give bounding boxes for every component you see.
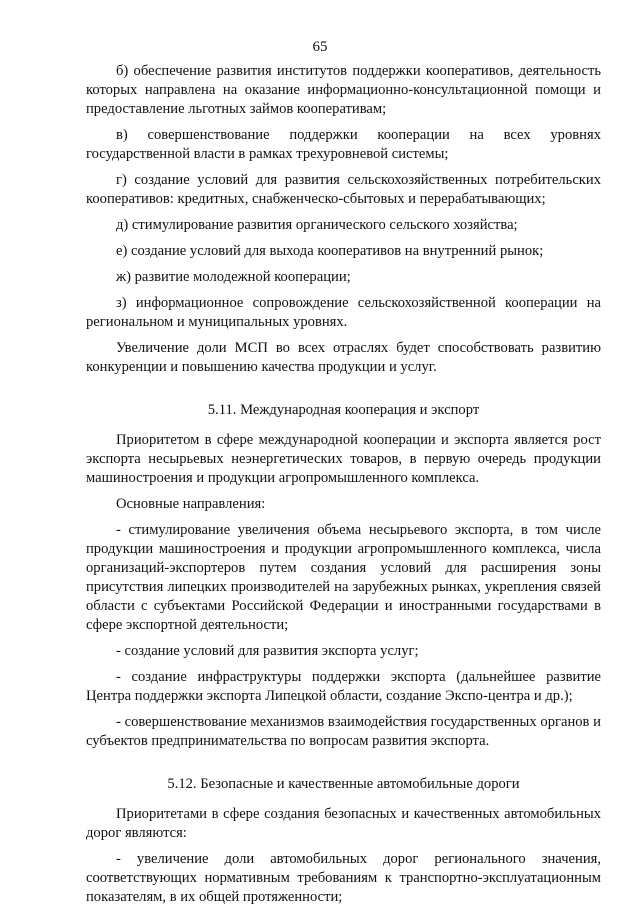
paragraph: Приоритетами в сфере создания безопасных и качественных автомобильных дорог являются: — [86, 806, 601, 841]
section-heading-5-12: 5.12. Безопасные и качественные автомобильные дороги — [167, 776, 520, 792]
list-item: - создание условий для развития экспорта услуг; — [116, 643, 419, 659]
list-item-g: г) создание условий для развития сельскохозяйственных потребительских кооперативов: кредитных, снабженческо-сбытовых и перерабатывающих; — [86, 172, 601, 207]
section-heading-5-11: 5.11. Международная кооперация и экспорт — [207, 402, 480, 418]
paragraph: Приоритетом в сфере международной кооперации и экспорта является рост экспорта несырьевых неэнергетических товаров, в первую очередь продукции машиностроения и продукции агропромышленного комплекса. — [86, 432, 601, 486]
list-item: - создание инфраструктуры поддержки экспорта (дальнейшее развитие Центра поддержки экспорта Липецкой области, создание Экспо-центра и др.); — [86, 669, 601, 704]
list-item: - увеличение доли автомобильных дорог регионального значения, соответствующих нормативным требованиям к транспортно-эксплуатационным показателям, в их общей протяженности; — [86, 851, 601, 905]
list-item: - стимулирование увеличения объема несырьевого экспорта, в том числе продукции машиностроения и продукции агропромышленного комплекса, числа организаций-экспортеров путем создания условий для расширения зоны присутствия липецких производителей на зарубежных рынках, укрепления связей области с субъектами Российской Федерации и иностранными государствами в сфере экспортной деятельности; — [86, 522, 601, 633]
page-number: 65 — [312, 39, 328, 55]
list-item-b: б) обеспечение развития институтов поддержки кооперативов, деятельность которых направлена на оказание информационно-консультационной помощи и предоставление льготных займов кооперативам; — [86, 63, 601, 117]
list-item-z: з) информационное сопровождение сельскохозяйственной кооперации на региональном и муниципальных уровнях. — [86, 295, 601, 330]
list-item-e: е) создание условий для выхода кооперативов на внутренний рынок; — [116, 243, 544, 259]
list-item-d: д) стимулирование развития органического сельского хозяйства; — [116, 217, 518, 233]
list-item-v: в) совершенствование поддержки кооперации на всех уровнях государственной власти в рамках трехуровневой системы; — [86, 127, 601, 162]
msp-paragraph: Увеличение доли МСП во всех отраслях будет способствовать развитию конкуренции и повышению качества продукции и услуг. — [86, 340, 601, 375]
document-body — [86, 62, 601, 914]
list-item-zh: ж) развитие молодежной кооперации; — [116, 269, 351, 285]
paragraph: Основные направления: — [116, 496, 266, 512]
list-item: - совершенствование механизмов взаимодействия государственных органов и субъектов предпринимательства по вопросам развития экспорта. — [86, 714, 601, 749]
